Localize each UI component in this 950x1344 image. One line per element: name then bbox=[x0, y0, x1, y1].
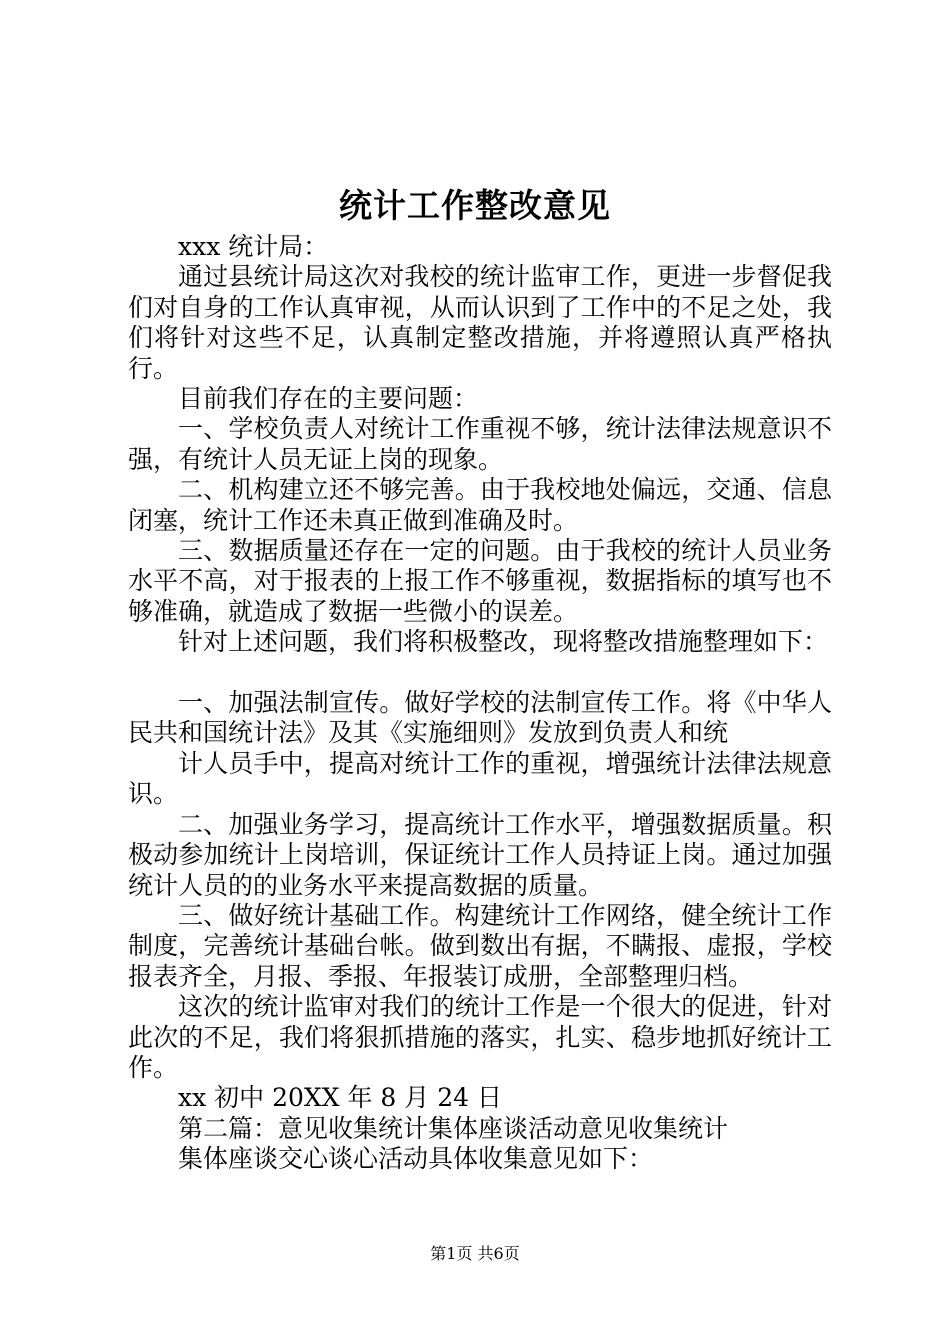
paragraph: 集体座谈交心谈心活动具体收集意见如下： bbox=[178, 1144, 654, 1174]
paragraph: 二、加强业务学习，提高统计工作水平，增强数据质量。积极动参加统计上岗培训，保证统计工作人员持证上岗。通过加强统计人员的的业务水平来提高数据的质量。 bbox=[128, 809, 832, 900]
salutation: xxx 统计局： bbox=[178, 232, 329, 261]
paragraph: 针对上述问题，我们将积极整改，现将整改措施整理如下： bbox=[178, 627, 829, 657]
paragraph: 三、数据质量还存在一定的问题。由于我校的统计人员业务水平不高，对于报表的上报工作不够重视，数据指标的填写也不够准确，就造成了数据一些微小的误差。 bbox=[128, 536, 832, 626]
page-number: 第1页 共6页 bbox=[430, 1244, 520, 1263]
signature-date: xx 初中 20XX 年 8 月 24 日 bbox=[178, 1083, 502, 1113]
paragraph: 这次的统计监审对我们的统计工作是一个很大的促进，针对此次的不足，我们将狠抓措施的落实，扎实、稳步地抓好统计工作。 bbox=[128, 992, 832, 1082]
blank-line bbox=[128, 658, 832, 688]
paragraph: 一、学校负责人对统计工作重视不够，统计法律法规意识不强，有统计人员无证上岗的现象。 bbox=[128, 414, 832, 474]
paragraph: 二、机构建立还不够完善。由于我校地处偏远，交通、信息闭塞，统计工作还未真正做到准确及时。 bbox=[128, 475, 832, 535]
document-title: 统计工作整改意见 bbox=[339, 186, 611, 225]
section-heading: 第二篇：意见收集统计集体座谈活动意见收集统计 bbox=[178, 1113, 729, 1143]
paragraph: 三、做好统计基础工作。构建统计工作网络，健全统计工作制度，完善统计基础台帐。做到数出有据，不瞒报、虚报，学校报表齐全，月报、季报、年报装订成册，全部整理归档。 bbox=[128, 900, 832, 991]
paragraph: 目前我们存在的主要问题： bbox=[178, 384, 479, 414]
paragraph: 一、加强法制宣传。做好学校的法制宣传工作。将《中华人民共和国统计法》及其《实施细则》发放到负责人和统 bbox=[128, 688, 832, 748]
paragraph: 计人员手中，提高对统计工作的重视，增强统计法律法规意识。 bbox=[128, 748, 832, 809]
document-body bbox=[128, 232, 832, 1175]
paragraph: 通过县统计局这次对我校的统计监审工作，更进一步督促我们对自身的工作认真审视，从而认识到了工作中的不足之处，我们将针对这些不足，认真制定整改措施，并将遵照认真严格执行。 bbox=[128, 262, 832, 383]
